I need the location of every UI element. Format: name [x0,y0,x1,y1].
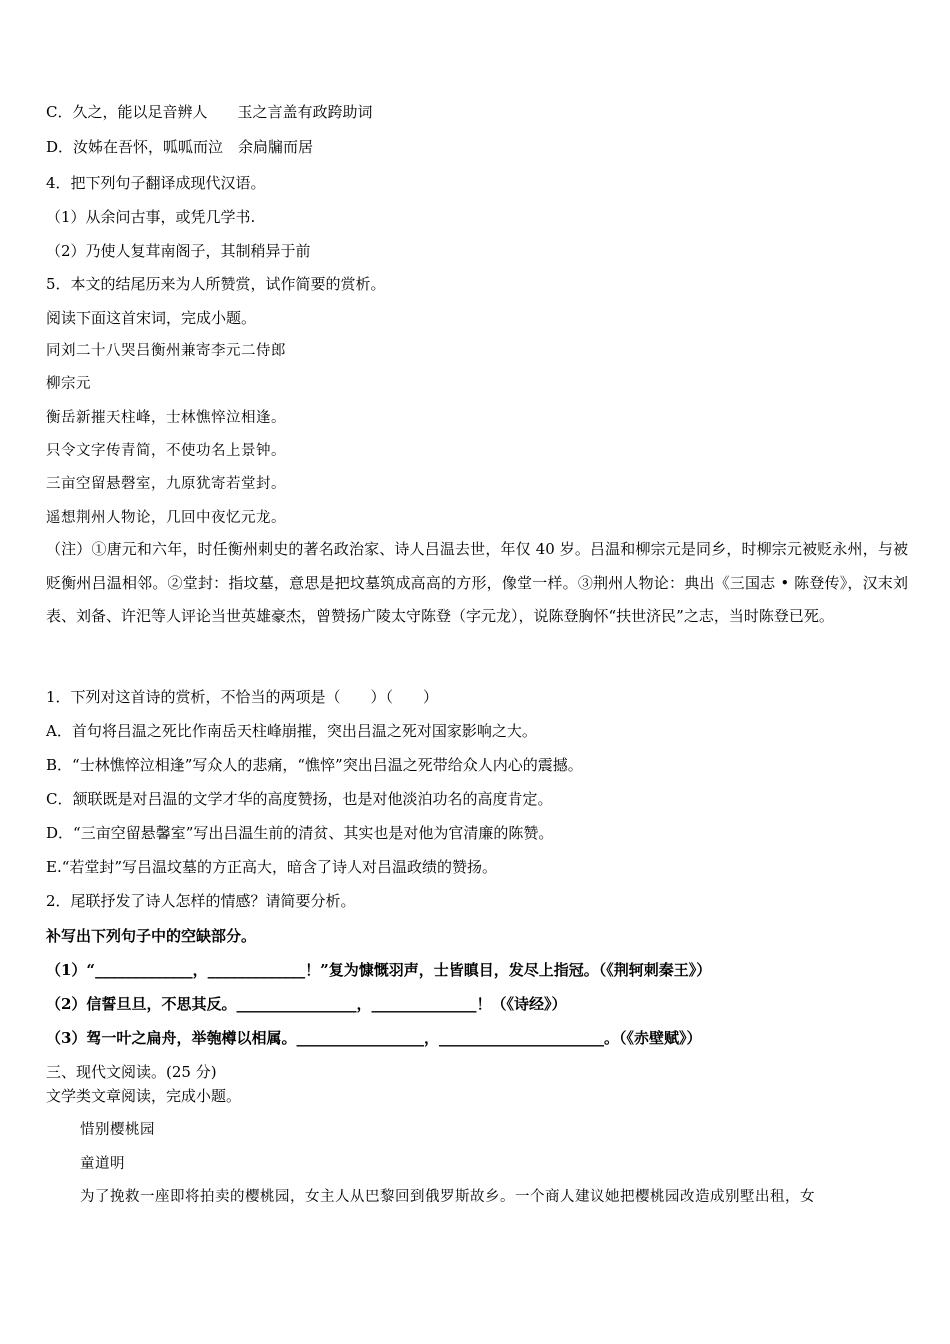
question-2: 2．尾联抒发了诗人怎样的情感？请简要分析。 [46,892,356,910]
option-d: D．汝姊在吾怀，呱呱而泣 余扃牖而居 [46,138,314,156]
mc-option-b: B．“士林憔悴泣相逢”写众人的悲痛，“憔悴”突出吕温之死带给众人内心的震撼。 [46,756,583,774]
question-4-2: （2）乃使人复茸南阁子，其制稍异于前 [46,242,311,260]
mc-question-1: 1．下列对这首诗的赏析，不恰当的两项是（ ）（ ） [46,688,439,706]
fill-in-3: （3）驾一叶之扁舟，举匏樽以相属。_________________，______________________。（《赤壁赋》） [46,1029,702,1047]
poem-author: 柳宗元 [46,376,91,392]
story-title: 惜别樱桃园 [80,1122,155,1138]
poem-notes: （注）①唐元和六年，时任衡州刺史的著名政治家、诗人吕温去世，年仅 40 岁。吕温和柳宗元是同乡，时柳宗元被贬永州，与被贬衡州吕温相邻。②堂封：指坟墓，意思是把坟墓筑成高高的方形，像堂一样。③荆州人物论：典出《三国志 • 陈登传》，汉末刘表、刘备、许汜等人评论当世英雄豪杰，曾赞扬广陵太守陈登（字元龙），说陈登胸怀“扶世济民”之志，当时陈登已死。 [46,540,908,625]
story-author: 童道明 [80,1156,125,1172]
question-5: 5．本文的结尾历来为人所赞赏，试作简要的赏析。 [46,275,386,293]
story-paragraph-1: 为了挽救一座即将拍卖的樱桃园，女主人从巴黎回到俄罗斯故乡。一个商人建议她把樱桃园改造成别墅出租，女 [80,1189,815,1205]
poem-line-2: 只令文字传青简，不使功名上景钟。 [46,443,286,459]
question-4-1: （1）从余问古事，或凭几学书. [46,208,256,226]
mc-option-e: E.“若堂封”写吕温坟墓的方正高大，暗含了诗人对吕温政绩的赞扬。 [46,858,498,876]
mc-option-a: A．首句将吕温之死比作南岳天柱峰崩摧，突出吕温之死对国家影响之大。 [46,722,537,740]
poem-line-1: 衡岳新摧天柱峰，士林憔悴泣相逢。 [46,410,286,426]
mc-option-d: D．“三亩空留悬馨室”写出吕温生前的清贫、其实也是对他为官清廉的陈赞。 [46,824,554,842]
mc-option-c: C．颔联既是对吕温的文学才华的高度赞扬，也是对他淡泊功名的高度肯定。 [46,790,553,808]
poem-intro: 阅读下面这首宋词，完成小题。 [46,309,257,327]
poem-title: 同刘二十八哭吕衡州兼寄李元二侍郎 [46,343,286,359]
option-c: C．久之，能以足音辨人 玉之言盖有政跨助词 [46,103,373,121]
section-3-intro: 文学类文章阅读，完成小题。 [46,1087,242,1105]
poem-line-3: 三亩空留悬磬室，九原犹寄若堂封。 [46,476,286,492]
fill-in-title: 补写出下列句子中的空缺部分。 [46,927,257,945]
section-3-heading: 三、现代文阅读。(25 分) [46,1063,217,1081]
question-4: 4．把下列句子翻译成现代汉语。 [46,174,266,192]
fill-in-1: （1）“_____________，_____________！”复为慷慨羽声，士皆瞋目，发尽上指冠。（《荆轲刺秦王》） [46,961,712,979]
fill-in-2: （2）信誓旦旦，不思其反。________________，______________！（《诗经》） [46,995,567,1013]
poem-line-4: 遥想荆州人物论，几回中夜忆元龙。 [46,510,286,526]
